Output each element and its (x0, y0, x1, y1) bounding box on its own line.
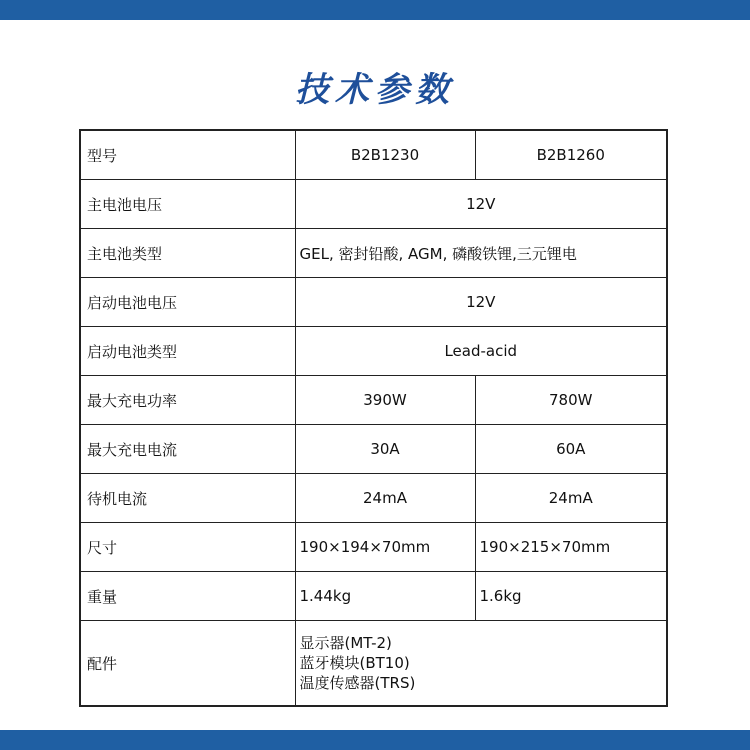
spec-table (79, 129, 668, 707)
list-item: 蓝牙模块(BT10) (299, 654, 410, 672)
table-row (80, 621, 667, 707)
row-label: 型号 (80, 130, 295, 180)
table-row (80, 327, 667, 376)
cell-value: 60A (475, 425, 667, 474)
table-row (80, 572, 667, 621)
cell-value: 190×215×70mm (475, 523, 667, 572)
row-label: 最大充电功率 (80, 376, 295, 425)
cell-value: 780W (475, 376, 667, 425)
table-row (80, 474, 667, 523)
row-label: 最大充电电流 (80, 425, 295, 474)
table-row (80, 229, 667, 278)
cell-value: 24mA (295, 474, 475, 523)
cell-value: 190×194×70mm (295, 523, 475, 572)
row-label: 启动电池电压 (80, 278, 295, 327)
accessories-list (295, 621, 667, 707)
row-label: 主电池电压 (80, 180, 295, 229)
list-item: 温度传感器(TRS) (299, 674, 416, 692)
table-row (80, 523, 667, 572)
cell-value: Lead-acid (295, 327, 667, 376)
table-row (80, 376, 667, 425)
row-label: 尺寸 (80, 523, 295, 572)
cell-value: 1.6kg (475, 572, 667, 621)
cell-value: 12V (295, 278, 667, 327)
row-label: 启动电池类型 (80, 327, 295, 376)
row-label: 配件 (80, 621, 295, 707)
bottom-banner-bar (0, 730, 750, 750)
table-row (80, 180, 667, 229)
row-label: 待机电流 (80, 474, 295, 523)
table-row (80, 130, 667, 180)
cell-value: B2B1230 (295, 130, 475, 180)
cell-value: 24mA (475, 474, 667, 523)
row-label: 重量 (80, 572, 295, 621)
row-label: 主电池类型 (80, 229, 295, 278)
cell-value: B2B1260 (475, 130, 667, 180)
cell-value: GEL, 密封铅酸, AGM, 磷酸铁锂,三元锂电 (295, 229, 667, 278)
cell-value: 390W (295, 376, 475, 425)
cell-value: 30A (295, 425, 475, 474)
cell-value: 1.44kg (295, 572, 475, 621)
table-row (80, 278, 667, 327)
table-row (80, 425, 667, 474)
list-item: 显示器(MT-2) (299, 634, 392, 652)
cell-value: 12V (295, 180, 667, 229)
page-title: 技术参数 (295, 70, 455, 110)
top-banner-bar (0, 0, 750, 20)
